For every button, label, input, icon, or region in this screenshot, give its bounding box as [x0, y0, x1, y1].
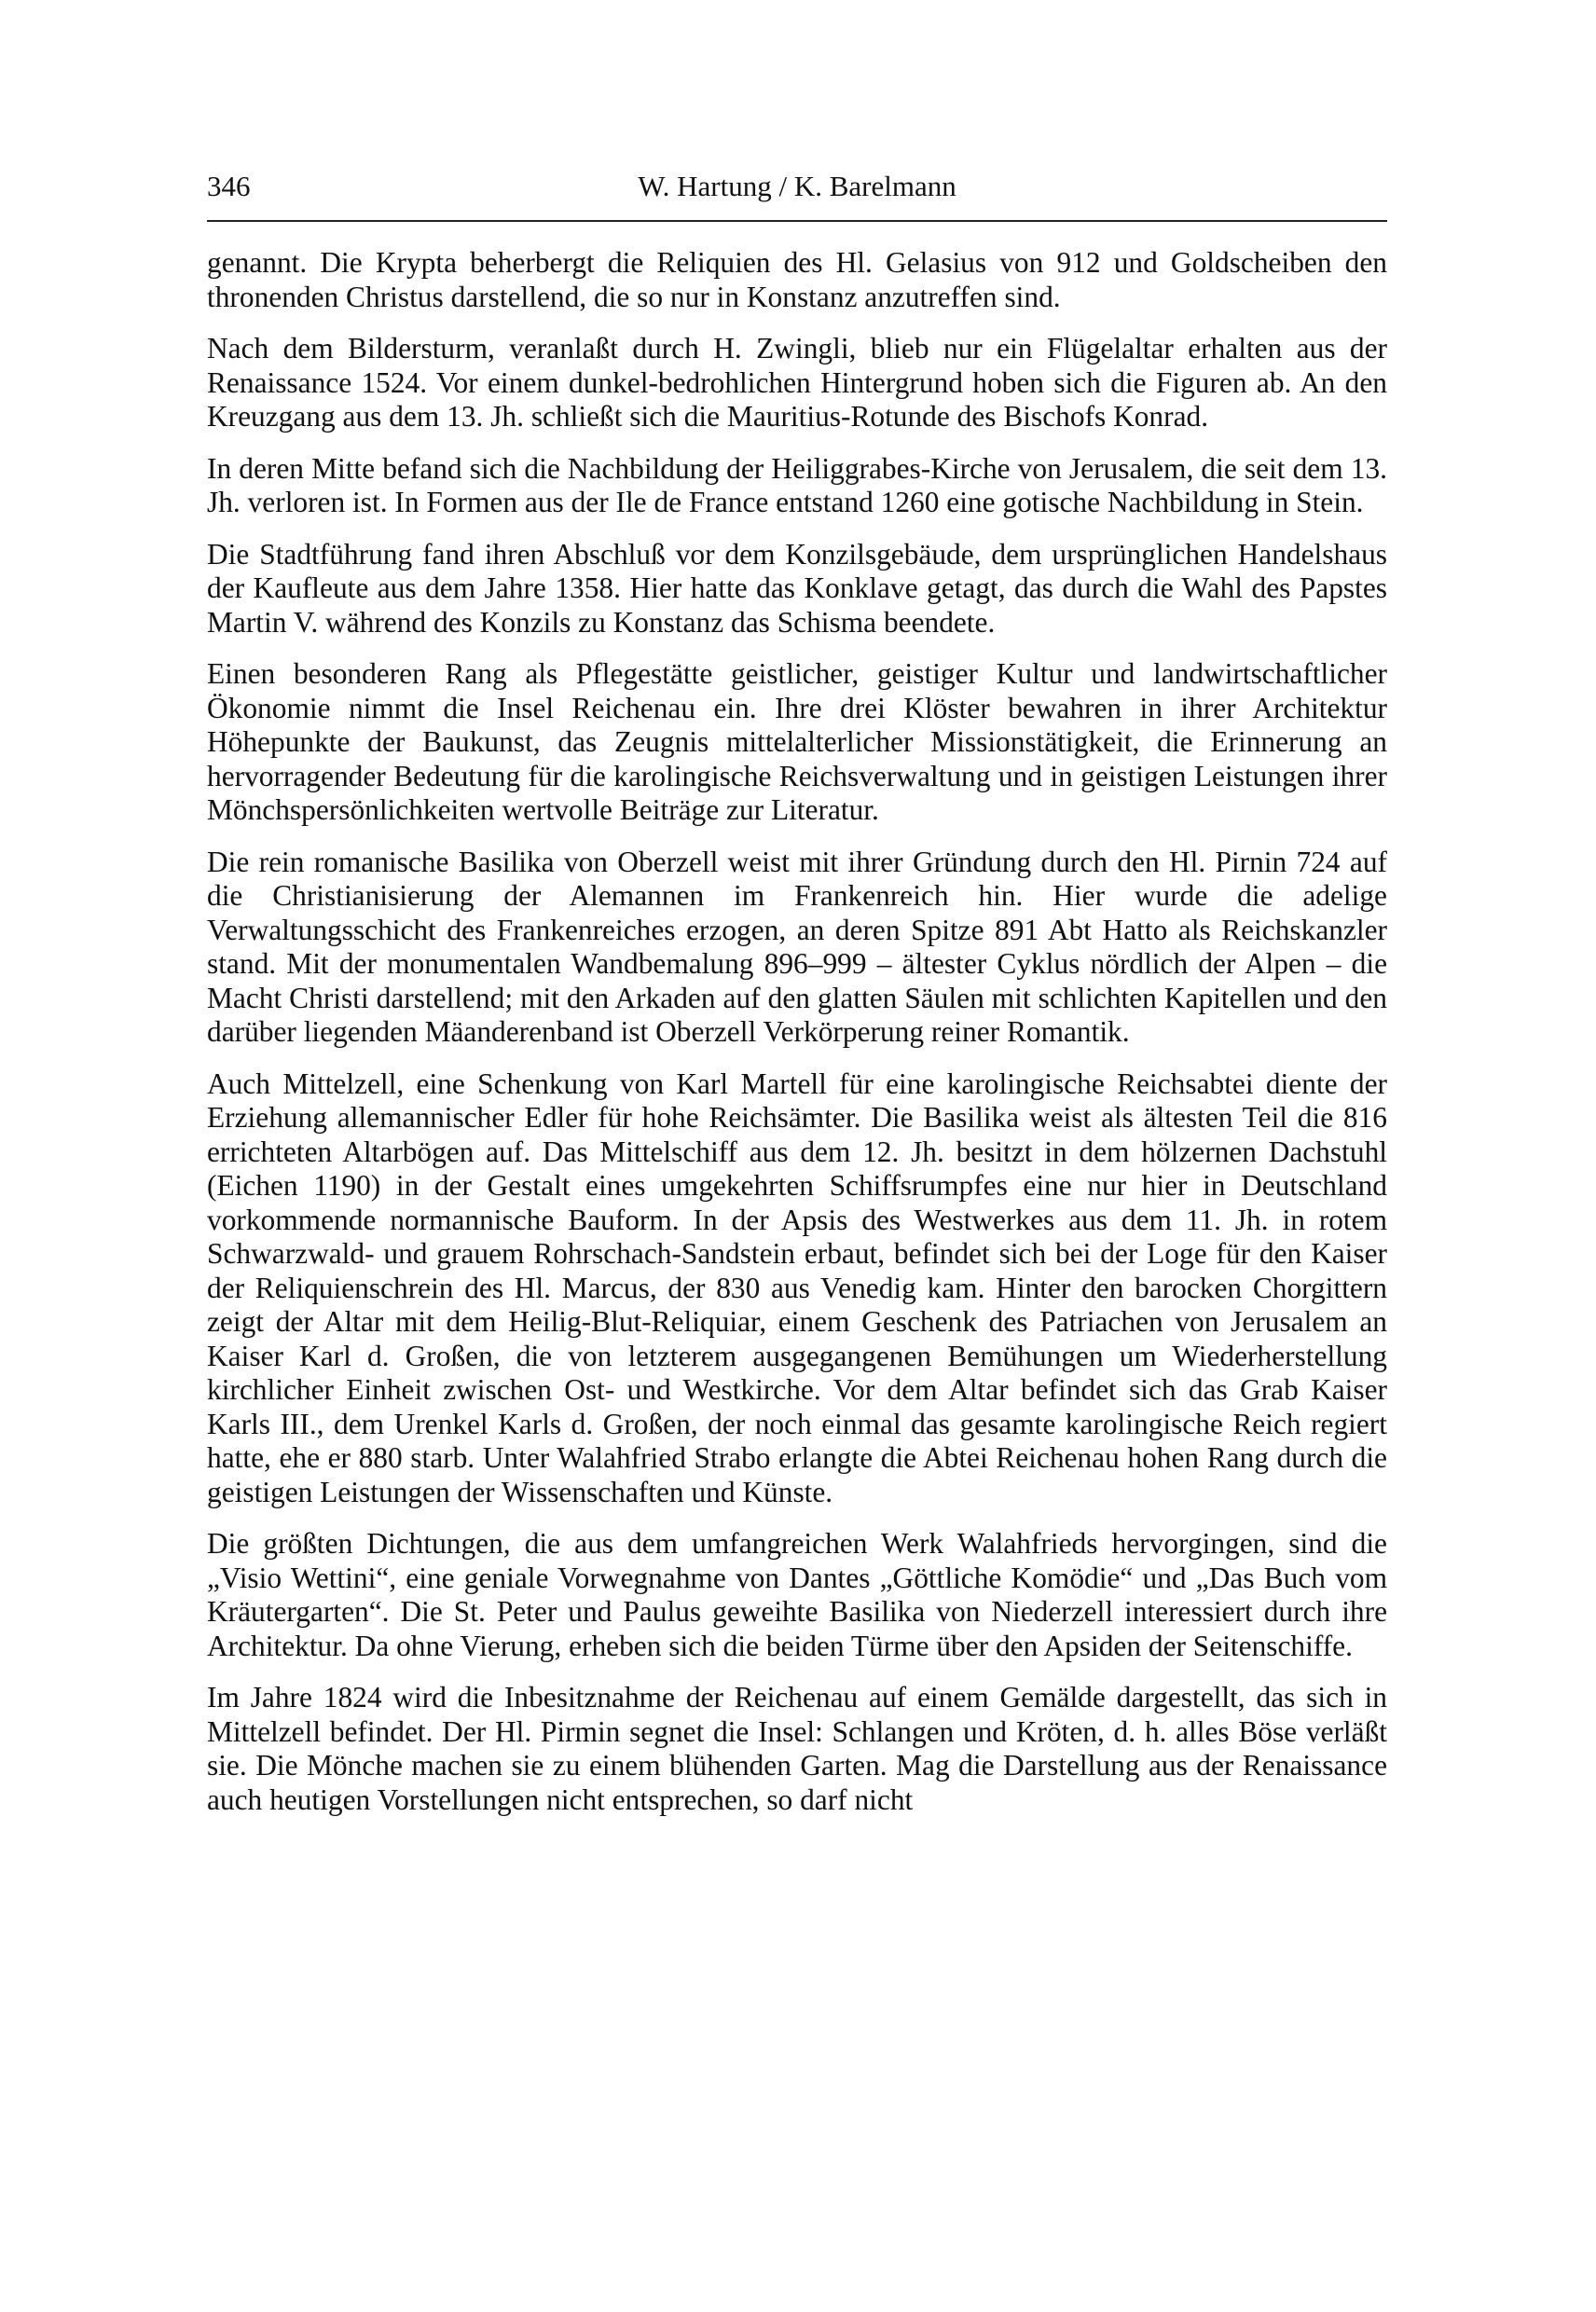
paragraph: Auch Mittelzell, eine Schenkung von Karl Martell für eine karolingische Reichsabtei diente der Erziehung allemannischer Edler für hohe Reichsämter. Die Basilika weist als ältesten Teil die 816 errichteten Altarbögen auf. Das Mittelschiff aus dem 12. Jh. besitzt in dem hölzernen Dachstuhl (Eichen 1190) in der Gestalt eines umgekehrten Schiffsrumpfes eine nur hier in Deutschland vorkommende normannische Bauform. In der Apsis des Westwerkes aus dem 11. Jh. in rotem Schwarzwald- und grauem Rohrschach-Sandstein erbaut, befindet sich bei der Loge für den Kaiser der Reliquienschrein des Hl. Marcus, der 830 aus Venedig kam. Hinter den barocken Chorgittern zeigt der Altar mit dem Heilig-Blut-Reliquiar, einem Geschenk des Patriachen von Jerusalem an Kaiser Karl d. Großen, die von letzterem ausgegangenen Bemühungen um Wiederherstellung kirchlicher Einheit zwischen Ost- und Westkirche. Vor dem Altar befindet sich das Grab Kaiser Karls III., dem Urenkel Karls d. Großen, der noch einmal das gesamte karolingische Reich regiert hatte, ehe er 880 starb. Unter Walahfried Strabo erlangte die Abtei Reichenau hohen Rang durch die geistigen Leistungen der Wissenschaften und Künste.	[207, 1067, 1387, 1508]
paragraph: In deren Mitte befand sich die Nachbildung der Heiliggrabes-Kirche von Jerusalem, die seit dem 13. Jh. verloren ist. In Formen aus der Ile de France entstand 1260 eine gotische Nachbildung in Stein.	[207, 451, 1387, 518]
running-head: W. Hartung / K. Barelmann	[638, 170, 956, 202]
paragraph: Die größten Dichtungen, die aus dem umfangreichen Werk Walahfrieds hervorgingen, sind die „Visio Wettini“, eine geniale Vorwegnahme von Dantes „Göttliche Komödie“ und „Das Buch vom Kräutergarten“. Die St. Peter und Paulus geweihte Basilika von Niederzell interessiert durch ihre Architektur. Da ohne Vierung, erheben sich die beiden Türme über den Apsiden der Seitenschiffe.	[207, 1527, 1387, 1662]
paragraph: Einen besonderen Rang als Pflegestätte geistlicher, geistiger Kultur und landwirtschaftlicher Ökonomie nimmt die Insel Reichenau ein. Ihre drei Klöster bewahren in ihrer Architektur Höhepunkte der Baukunst, das Zeugnis mittelalterlicher Missionstätigkeit, die Erinnerung an hervorragender Bedeutung für die karolingische Reichsverwaltung und in geistigen Leistungen ihrer Mönchspersönlichkeiten wertvolle Beiträge zur Literatur.	[207, 657, 1387, 826]
paragraph: Die Stadtführung fand ihren Abschluß vor dem Konzilsgebäude, dem ursprünglichen Handelshaus der Kaufleute aus dem Jahre 1358. Hier hatte das Konklave getagt, das durch die Wahl des Papstes Martin V. während des Konzils zu Konstanz das Schisma beendete.	[207, 537, 1387, 639]
body-text	[207, 246, 1387, 1817]
page-header	[207, 168, 1387, 222]
paragraph: Die rein romanische Basilika von Oberzell weist mit ihrer Gründung durch den Hl. Pirnin 724 auf die Christianisierung der Alemannen im Frankenreich hin. Hier wurde die adelige Verwaltungsschicht des Frankenreiches erzogen, an deren Spitze 891 Abt Hatto als Reichskanzler stand. Mit der monumentalen Wandbemalung 896–999 – ältester Cyklus nördlich der Alpen – die Macht Christi darstellend; mit den Arkaden auf den glatten Säulen mit schlichten Kapitellen und den darüber liegenden Mäanderenband ist Oberzell Verkörperung reiner Romantik.	[207, 845, 1387, 1048]
paragraph: genannt. Die Krypta beherbergt die Reliquien des Hl. Gelasius von 912 und Goldscheiben den thronenden Christus darstellend, die so nur in Konstanz anzutreffen sind.	[207, 246, 1387, 313]
document-page	[207, 168, 1387, 1835]
paragraph: Im Jahre 1824 wird die Inbesitznahme der Reichenau auf einem Gemälde dargestellt, das sich in Mittelzell befindet. Der Hl. Pirmin segnet die Insel: Schlangen und Kröten, d. h. alles Böse verläßt sie. Die Mönche machen sie zu einem blühenden Garten. Mag die Darstellung aus der Renaissance auch heutigen Vorstellungen nicht entsprechen, so darf nicht	[207, 1681, 1387, 1816]
page-number: 346	[207, 170, 251, 202]
paragraph: Nach dem Bildersturm, veranlaßt durch H. Zwingli, blieb nur ein Flügelaltar erhalten aus der Renaissance 1524. Vor einem dunkel-bedrohlichen Hintergrund hoben sich die Figuren ab. An den Kreuzgang aus dem 13. Jh. schließt sich die Mauritius-Rotunde des Bischofs Konrad.	[207, 332, 1387, 433]
